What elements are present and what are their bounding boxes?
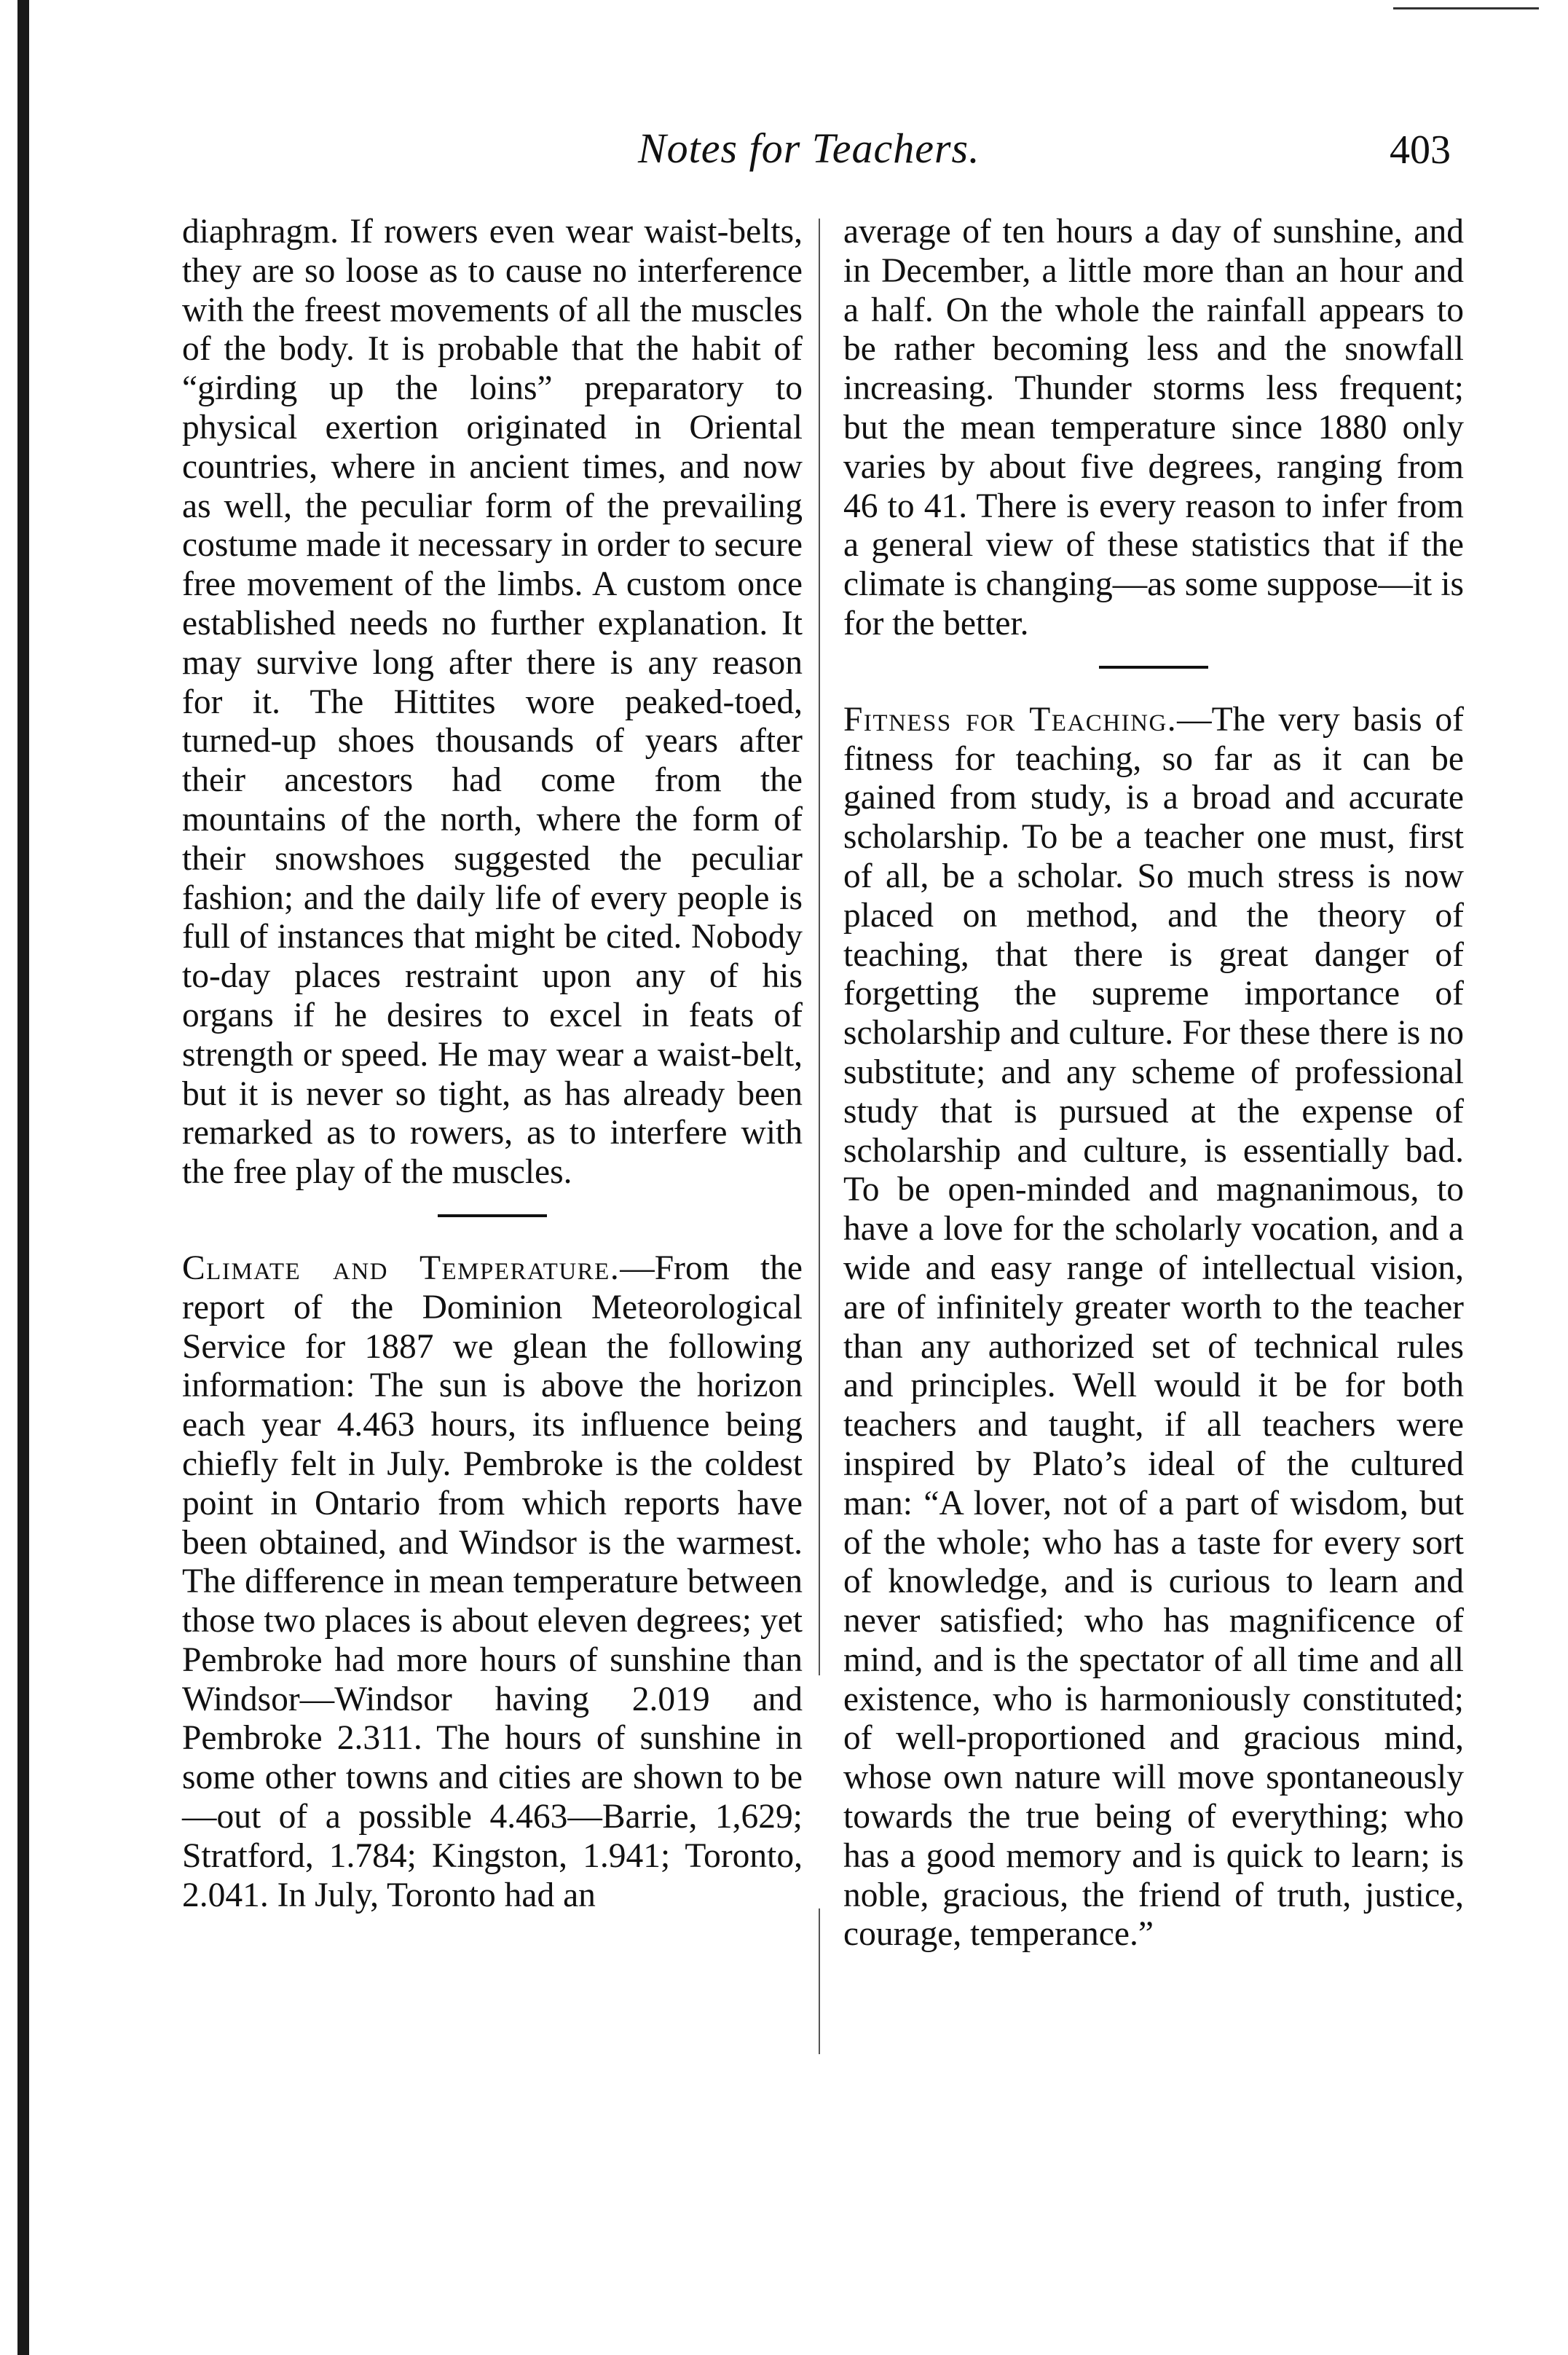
column-divider-lower xyxy=(819,1908,820,2054)
running-title: Notes for Teachers. xyxy=(638,125,980,172)
section-paragraph-fitness xyxy=(843,701,1464,1955)
body-paragraph: diaphragm. If rowers even wear waist-belts, they are so loose as to cause no interference with the freest movements of all the muscles of the body. It is probable that the habit of “girding up the loins” preparatory to physical exertion originated in Oriental countries, where in ancient times, and now as well, the peculiar form of the prevailing costume made it necessary in order to secure free movement of the limbs. A custom once established needs no further explanation. It may survive long after there is any reason for it. The Hittites wore peaked-toed, turned-up shoes thousands of years after their ancestors had come from the mountains of the north, where the form of their snowshoes suggested the peculiar fashion; and the daily life of every people is full of instances that might be cited. Nobody to-day places restraint upon any of his organs if he desires to excel in feats of strength or speed. He may wear a waist-belt, but it is never so tight, as has already been remarked as to rowers, as to interfere with the free play of the muscles. xyxy=(182,213,803,1192)
section-divider xyxy=(1099,666,1208,669)
section-heading-climate: Climate and Temperature. xyxy=(182,1249,620,1287)
page-number: 403 xyxy=(1390,127,1451,173)
section-divider xyxy=(438,1214,547,1217)
scan-edge xyxy=(17,0,29,2355)
section-paragraph-climate xyxy=(182,1249,803,1916)
section-text-fitness: —The very basis of fitness for teaching, so far as it can be gained from study, is a broad and accurate scholarship. To be a teacher one must, first of all, be a scholar. So much stress is now placed on method, and the theory of teaching, that there is great danger of forgetting the supreme importance of scholarship and culture. For these there is no substitute; and any scheme of professional study that is pursued at the expense of scholarship and culture, is essentially bad. To be open-minded and magnanimous, to have a love for the scholarly vocation, and a wide and easy range of intellectual vision, are of infinitely greater worth to the teacher than any authorized set of technical rules and principles. Well would it be for both teachers and taught, if all teachers were inspired by Plato’s ideal of the cultured man: “A lover, not of a part of wisdom, but of the whole; who has a taste for every sort of knowledge, and is curious to learn and never satisfied; who has magnificence of mind, and is the spectator of all time and all existence, who is harmoniously constituted; of well-proportioned and gracious mind, whose own nature will move spontaneously towards the true being of everything; who has a good memory and is quick to learn; is noble, gracious, the friend of truth, justice, courage, temperance.” xyxy=(843,700,1464,1954)
section-text-climate: —From the report of the Dominion Meteorological Service for 1887 we glean the following information: The sun is above the horizon each year 4.463 hours, its influence being chiefly felt in July. Pembroke is the coldest point in Ontario from which reports have been obtained, and Windsor is the warmest. The difference in mean temperature between those two places is about eleven degrees; yet Pembroke had more hours of sunshine than Windsor—Windsor having 2.019 and Pembroke 2.311. The hours of sunshine in some other towns and cities are shown to be—out of a possible 4.463—Barrie, 1,629; Stratford, 1.784; Kingston, 1.941; Toronto, 2.041. In July, Toronto had an xyxy=(182,1249,803,1914)
body-paragraph-continued: average of ten hours a day of sunshine, and in December, a little more than an hour and a half. On the whole the rainfall appears to be rather becoming less and the snowfall increasing. Thunder storms less frequent; but the mean temperature since 1880 only varies by about five degrees, ranging from 46 to 41. There is every reason to infer from a general view of these statistics that if the climate is changing—as some suppose—it is for the better. xyxy=(843,213,1464,642)
left-column xyxy=(182,213,803,1915)
column-divider xyxy=(819,219,820,1675)
top-rule xyxy=(1393,7,1539,9)
right-column xyxy=(843,213,1464,1954)
section-heading-fitness: Fitness for Teaching. xyxy=(843,700,1178,739)
running-head xyxy=(0,124,1568,197)
